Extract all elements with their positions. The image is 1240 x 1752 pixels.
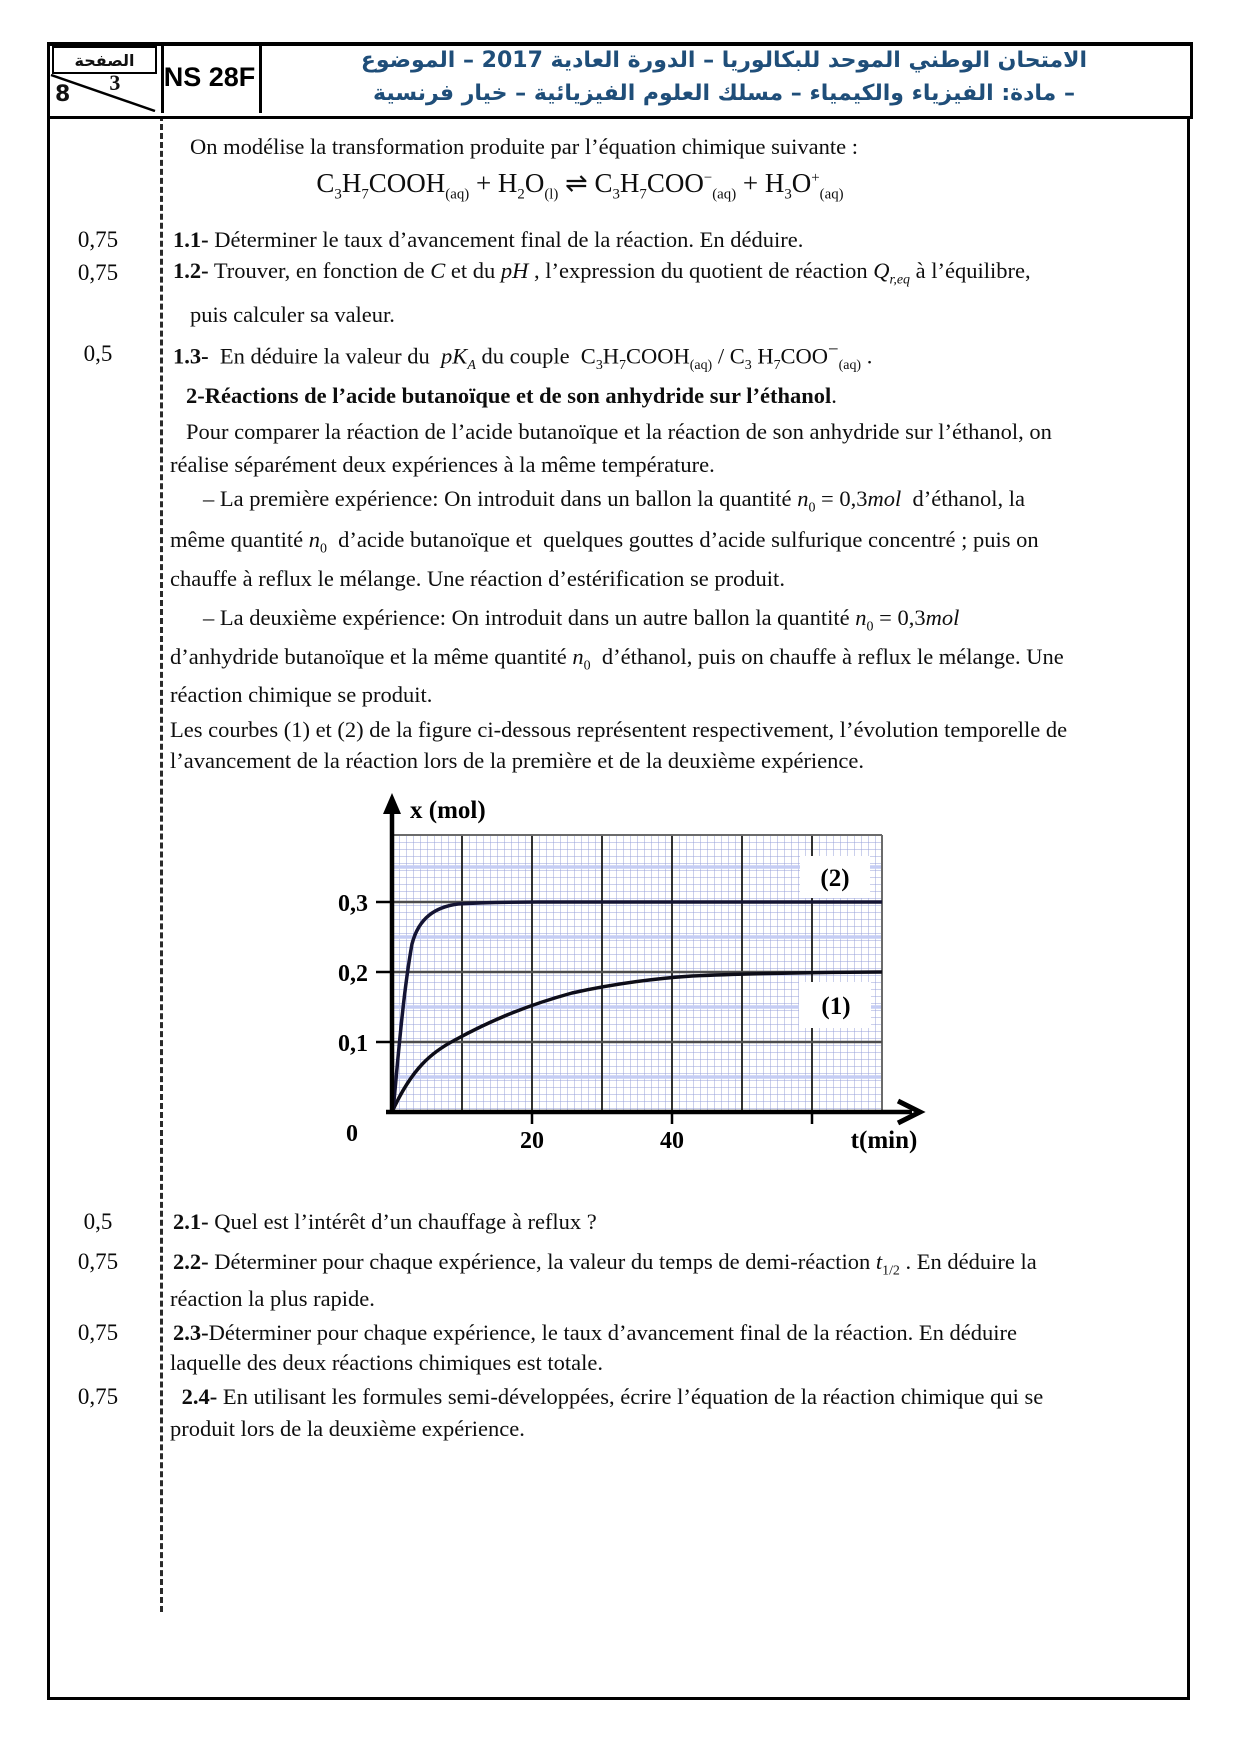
page-label: الصفحة — [74, 50, 135, 70]
score-q1-2: 0,75 — [77, 260, 119, 285]
score-q1-3: 0,5 — [83, 341, 113, 366]
curve-1-label: (1) — [821, 993, 851, 1020]
x-tick-20: 20 — [520, 1128, 544, 1154]
page-border-right — [1187, 42, 1190, 1700]
experiment-1-line-b: même quantité $n_0$ d’acide butanoïque et quelques gouttes d’acide sulfurique concentré ; puis on — [170, 527, 1039, 557]
exam-code: NS 28F — [163, 61, 256, 92]
figure-graph — [280, 780, 940, 1160]
x-axis-title: t(min) — [850, 1127, 918, 1154]
figure-intro-a: Les courbes (1) et (2) de la figure ci-dessous représentent respectivement, l’évolution temporelle de — [170, 717, 1068, 742]
experiment-1-line-c: chauffe à reflux le mélange. Une réaction d’estérification se produit. — [170, 566, 785, 591]
page-border-bottom — [47, 1697, 1190, 1700]
curve-2-label: (2) — [820, 865, 850, 892]
page-total: 8 — [55, 82, 71, 107]
experiment-2-line-c: réaction chimique se produit. — [170, 682, 433, 707]
question-1-2-cont: puis calculer sa valeur. — [190, 302, 395, 327]
y-axis-title: x (mol) — [410, 797, 486, 824]
paragraph-compare-a: Pour comparer la réaction de l’acide butanoïque et la réaction de son anhydride sur l’éthanol, on — [186, 419, 1052, 444]
margin-dashed-separator — [160, 115, 163, 1612]
figure-intro-b: l’avancement de la réaction lors de la première et de la deuxième expérience. — [170, 748, 865, 773]
intro-line: On modélise la transformation produite par l’équation chimique suivante : — [190, 134, 858, 159]
exam-title — [261, 44, 1187, 112]
page-number-box — [50, 70, 156, 112]
score-q2-1: 0,5 — [83, 1209, 113, 1234]
page-number: 3 — [109, 70, 121, 95]
experiment-2-line-a: – La deuxième expérience: On introduit dans un autre ballon la quantité $n_0 = 0,3mol$ — [203, 605, 960, 635]
score-q2-2: 0,75 — [77, 1249, 119, 1274]
y-tick-0-2: 0,2 — [338, 961, 368, 987]
score-q1-1: 0,75 — [77, 227, 119, 252]
experiment-1-line-a: – La première expérience: On introduit dans un ballon la quantité $n_0 = 0,3mol$ d’éthanol, la — [203, 486, 1025, 516]
question-1-1: 1.1- Déterminer le taux d’avancement final de la réaction. En déduire. — [173, 227, 804, 252]
question-2-3: 2.3-Déterminer pour chaque expérience, le taux d’avancement final de la réaction. En déduire — [173, 1320, 1017, 1345]
exam-title-line2: – مادة: الفيزياء والكيمياء – مسلك العلوم الفيزيائية – خيار فرنسية — [373, 81, 1075, 106]
question-2-4-cont: produit lors de la deuxième expérience. — [170, 1416, 525, 1441]
chemical-equation: $C_3H_7COOH_{(aq)} + H_2O_{(l)}$ ⇌ $C_3H_7COO^-_{(aq)} + H_3O^+_{(aq)}$ — [316, 168, 844, 203]
exam-title-line1: الامتحان الوطني الموحد للبكالوريا – الدورة العادية 2017 – الموضوع — [360, 48, 1088, 73]
question-2-2-cont: réaction la plus rapide. — [170, 1286, 375, 1311]
score-q2-3: 0,75 — [77, 1320, 119, 1345]
paragraph-compare-b: réalise séparément deux expériences à la même température. — [170, 452, 715, 477]
y-tick-0-3: 0,3 — [338, 891, 368, 917]
question-2-4: 2.4- En utilisant les formules semi-développées, écrire l’équation de la réaction chimique qui se — [181, 1384, 1044, 1409]
experiment-2-line-b: d’anhydride butanoïque et la même quantité $n_0$ d’éthanol, puis on chauffe à reflux le mélange. Une — [170, 644, 1064, 674]
question-1-3: 1.3- En déduire la valeur du $pK_A$ du couple $C_3H_7COOH_{(aq)} / C_3$ $H_7COO^-_{(aq)}$ . — [173, 339, 873, 373]
page-border-left — [47, 42, 50, 1700]
x-tick-40: 40 — [660, 1128, 684, 1154]
y-tick-0-1: 0,1 — [338, 1031, 368, 1057]
page-number-label-box — [52, 46, 157, 74]
question-1-2: 1.2- Trouver, en fonction de C et du pH , l’expression du quotient de réaction $Q_{r,eq}$ à l’équilibre, — [173, 258, 1031, 288]
question-2-1: 2.1- Quel est l’intérêt d’un chauffage à reflux ? — [173, 1209, 597, 1234]
y-axis-arrow — [383, 793, 401, 814]
score-q2-4: 0,75 — [77, 1384, 119, 1409]
section-2-heading: 2-Réactions de l’acide butanoïque et de son anhydride sur l’éthanol. — [186, 383, 837, 408]
origin-label: 0 — [346, 1121, 358, 1147]
question-2-2: 2.2- Déterminer pour chaque expérience, la valeur du temps de demi-réaction $t_{1/2}$ . En déduire la — [173, 1249, 1037, 1279]
question-2-3-cont: laquelle des deux réactions chimiques est totale. — [170, 1350, 603, 1375]
